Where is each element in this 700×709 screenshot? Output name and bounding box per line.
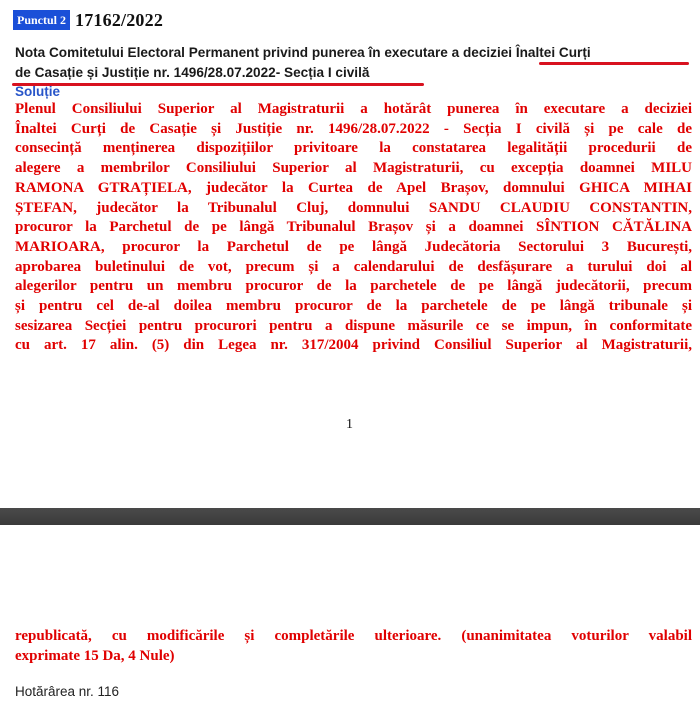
case-number: 17162/2022 bbox=[75, 9, 164, 30]
nota-title-line-2: de Casație și Justiție nr. 1496/28.07.2022- Secția I civilă bbox=[15, 65, 370, 80]
text-line: aprobarea buletinului de vot, precum și a calendarului de desfășurare a turului doi al bbox=[15, 258, 692, 275]
text-line: și pentru cel de-al doilea membru procuror de la parchetele de pe lângă tribunale și bbox=[15, 298, 692, 315]
document-page-2 bbox=[0, 525, 700, 709]
decision-number: Hotărârea nr. 116 bbox=[15, 684, 120, 699]
solutie-label: Soluție bbox=[15, 84, 61, 99]
page-number: 1 bbox=[346, 417, 353, 432]
solution-text-continued bbox=[15, 626, 692, 666]
text-line: alegerilor pentru un membru procuror de la parchetele de pe lângă judecătorii, precum bbox=[15, 278, 692, 295]
text-line: MARIOARA, procuror la Parchetul de pe lângă Judecătoria Sectorului 3 București, bbox=[15, 238, 692, 255]
text-line: RAMONA GTRAȚIELA, judecător la Curtea de Apel Brașov, domnului GHICA MIHAI bbox=[15, 179, 692, 196]
agenda-item-header bbox=[13, 8, 163, 32]
nota-title-line-1: Nota Comitetului Electoral Permanent privind punerea în executare a deciziei Înaltei Curți bbox=[15, 45, 591, 60]
text-line: exprimate 15 Da, 4 Nule) bbox=[15, 648, 175, 664]
red-underline-annotation bbox=[12, 83, 424, 86]
text-line: sesizarea Secției pentru procurori pentru a dispune măsurile ce se impun, în conformitate bbox=[15, 317, 692, 334]
text-line: cu art. 17 alin. (5) din Legea nr. 317/2004 privind Consiliul Superior al Magistraturii, bbox=[15, 337, 692, 354]
agenda-item-badge: Punctul 2 bbox=[13, 10, 70, 30]
text-line: alegere a membrilor Consiliului Superior al Magistraturii, cu excepția doamnei MILU bbox=[15, 160, 692, 177]
solution-text bbox=[15, 100, 692, 356]
text-line: procuror la Parchetul de pe lângă Tribunalul Brașov și a doamnei SÎNTION CĂTĂLINA bbox=[15, 219, 692, 236]
text-line: Înaltei Curți de Casație și Justiție nr. 1496/28.07.2022 - Secția I civilă și pe cale de bbox=[15, 120, 692, 137]
text-line: consecință menținerea dispozițiilor privitoare la constatarea legalității procedurii de bbox=[15, 140, 692, 157]
text-line: Plenul Consiliului Superior al Magistraturii a hotărât punerea în executare a deciziei bbox=[15, 101, 692, 117]
text-line: ȘTEFAN, judecător la Tribunalul Cluj, domnului SANDU CLAUDIU CONSTANTIN, bbox=[15, 199, 692, 216]
red-underline-annotation bbox=[539, 62, 689, 65]
page-separator bbox=[0, 508, 700, 525]
text-line: republicată, cu modificările și completările ulterioare. (unanimitatea voturilor valabil bbox=[15, 628, 692, 644]
